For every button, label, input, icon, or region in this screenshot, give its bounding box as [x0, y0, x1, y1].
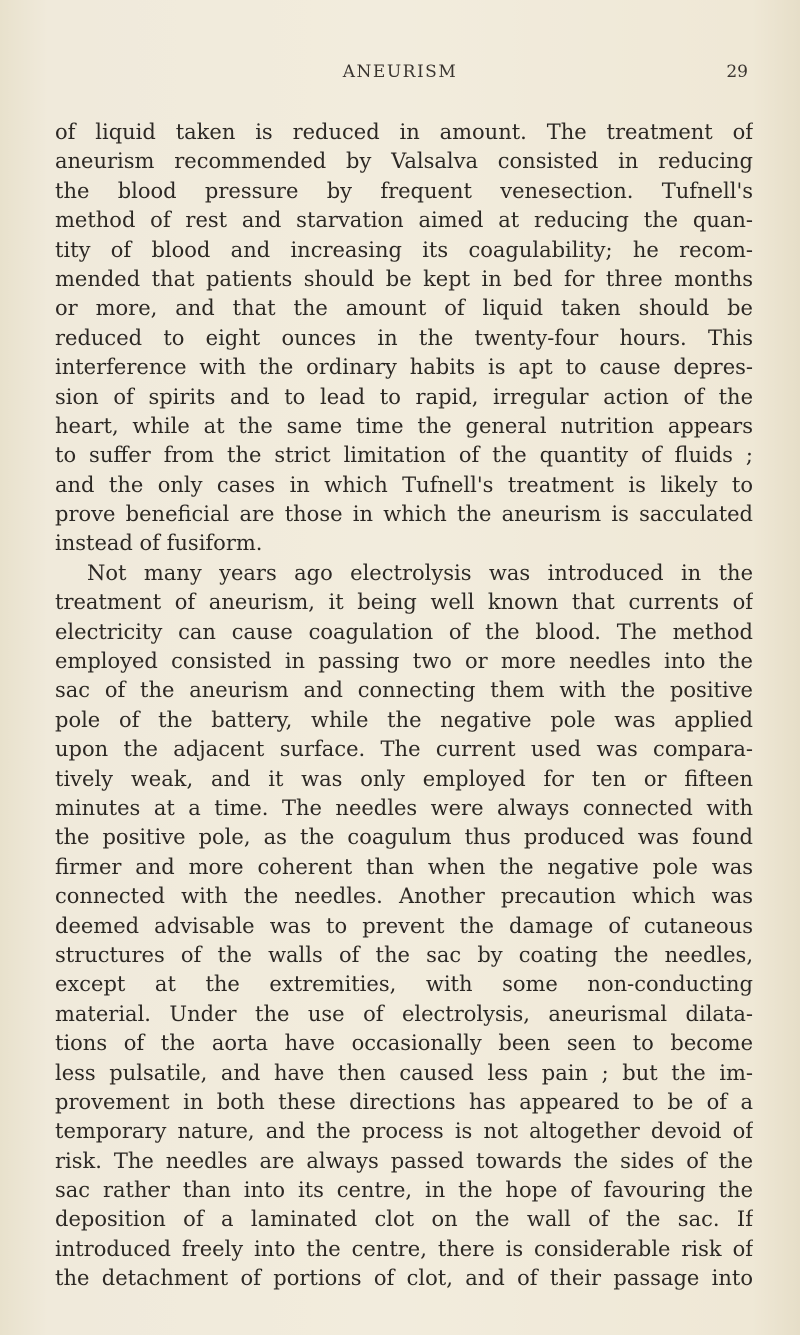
text-line: deemed advisable was to prevent the damage of cutaneous — [55, 913, 753, 938]
text-line: method of rest and starvation aimed at reducing the quan- — [55, 208, 753, 233]
text-line: electricity can cause coagulation of the blood. The method — [55, 619, 753, 644]
text-line: tively weak, and it was only employed for ten or fifteen — [55, 766, 753, 791]
text-line: the positive pole, as the coagulum thus produced was found — [55, 825, 753, 850]
text-line: introduced freely into the centre, there is considerable risk of — [55, 1236, 753, 1261]
text-line: structures of the walls of the sac by coating the needles, — [55, 942, 753, 967]
text-line: sac of the aneurism and connecting them with the positive — [55, 678, 753, 703]
text-line: instead of fusiform. — [55, 531, 263, 556]
text-line: reduced to eight ounces in the twenty-four hours. This — [55, 325, 753, 350]
running-title: ANEURISM — [342, 62, 458, 82]
text-line: firmer and more coherent than when the negative pole was — [55, 854, 753, 879]
text-line: aneurism recommended by Valsalva consisted in reducing — [55, 149, 753, 174]
text-line: upon the adjacent surface. The current used was compara- — [55, 737, 753, 762]
text-line: the blood pressure by frequent venesection. Tufnell's — [55, 178, 753, 203]
text-line: temporary nature, and the process is not altogether devoid of — [55, 1119, 753, 1144]
text-line: the detachment of portions of clot, and of their passage into — [55, 1266, 753, 1291]
text-line: risk. The needles are always passed towards the sides of the — [55, 1148, 753, 1173]
text-line: connected with the needles. Another precaution which was — [55, 884, 753, 909]
text-line: employed consisted in passing two or more needles into the — [55, 649, 753, 674]
paragraph-start-line: Not many years ago electrolysis was introduced in the — [87, 560, 753, 585]
text-line: material. Under the use of electrolysis, aneurismal dilata- — [55, 1001, 753, 1026]
page-header — [0, 62, 800, 92]
text-line: except at the extremities, with some non-conducting — [55, 972, 753, 997]
text-line: mended that patients should be kept in bed for three months — [55, 266, 753, 291]
text-line: treatment of aneurism, it being well known that currents of — [55, 590, 753, 615]
text-line: tity of blood and increasing its coagulability; he recom- — [55, 237, 753, 262]
body-text — [55, 118, 753, 1294]
text-line: tions of the aorta have occasionally been seen to become — [55, 1031, 753, 1056]
text-line: minutes at a time. The needles were always connected with — [55, 795, 753, 820]
text-line: sion of spirits and to lead to rapid, irregular action of the — [55, 384, 753, 409]
page-number: 29 — [726, 62, 748, 82]
text-line: deposition of a laminated clot on the wall of the sac. If — [55, 1207, 753, 1232]
text-line: pole of the battery, while the negative pole was applied — [55, 707, 753, 732]
text-line: provement in both these directions has appeared to be of a — [55, 1089, 753, 1114]
text-line: sac rather than into its centre, in the hope of favouring the — [55, 1178, 753, 1203]
text-line: heart, while at the same time the general nutrition appears — [55, 413, 753, 438]
text-line: prove beneficial are those in which the aneurism is sacculated — [55, 502, 753, 527]
text-line: or more, and that the amount of liquid taken should be — [55, 296, 753, 321]
text-line: and the only cases in which Tufnell's treatment is likely to — [55, 472, 753, 497]
text-line: of liquid taken is reduced in amount. The treatment of — [55, 120, 753, 144]
text-line: to suffer from the strict limitation of the quantity of fluids ; — [55, 443, 753, 468]
text-line: interference with the ordinary habits is apt to cause depres- — [55, 355, 753, 380]
text-line: less pulsatile, and have then caused less pain ; but the im- — [55, 1060, 753, 1085]
